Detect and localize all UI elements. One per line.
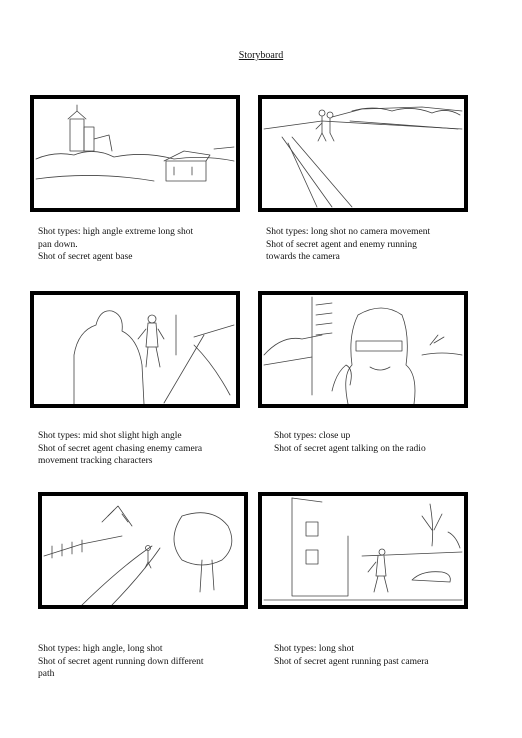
caption-panel-2 bbox=[266, 226, 496, 264]
caption-line: towards the camera bbox=[266, 252, 340, 262]
caption-line: Shot of secret agent running down different bbox=[38, 656, 204, 667]
storyboard-frame-1 bbox=[30, 95, 240, 212]
caption-panel-6 bbox=[274, 643, 504, 668]
caption-line: Shot types: long shot bbox=[274, 644, 354, 654]
caption-line: Shot of secret agent talking on the radio bbox=[274, 443, 426, 454]
storyboard-frame-5 bbox=[38, 492, 248, 609]
caption-line: movement tracking characters bbox=[38, 456, 153, 466]
caption-line: Shot types: high angle extreme long shot bbox=[38, 227, 194, 237]
sketch-agent-running-path bbox=[42, 496, 244, 605]
sketch-agents-running-road bbox=[262, 99, 464, 208]
sketch-agent-on-radio bbox=[262, 295, 464, 404]
caption-line: Shot of secret agent and enemy running bbox=[266, 239, 417, 250]
sketch-agent-chasing-enemy bbox=[34, 295, 236, 404]
caption-panel-4 bbox=[274, 430, 504, 455]
page-title: Storyboard bbox=[238, 50, 284, 61]
storyboard-frame-3 bbox=[30, 291, 240, 408]
caption-line: Shot of secret agent chasing enemy camera bbox=[38, 443, 203, 454]
caption-panel-3 bbox=[38, 430, 268, 468]
storyboard-frame-4 bbox=[258, 291, 468, 408]
caption-line: Shot types: mid shot slight high angle bbox=[38, 431, 182, 441]
caption-line: path bbox=[38, 669, 55, 679]
sketch-secret-agent-base bbox=[34, 99, 236, 208]
sketch-agent-running-past-camera bbox=[262, 496, 464, 605]
caption-line: Shot types: long shot no camera movement bbox=[266, 227, 431, 237]
caption-line: Shot types: high angle, long shot bbox=[38, 644, 163, 654]
caption-line: pan down. bbox=[38, 239, 78, 250]
caption-panel-5 bbox=[38, 643, 268, 681]
caption-line: Shot of secret agent base bbox=[38, 252, 133, 262]
storyboard-frame-2 bbox=[258, 95, 468, 212]
caption-panel-1 bbox=[38, 226, 268, 264]
caption-line: Shot of secret agent running past camera bbox=[274, 656, 429, 667]
caption-line: Shot types: close up bbox=[274, 431, 351, 441]
storyboard-frame-6 bbox=[258, 492, 468, 609]
